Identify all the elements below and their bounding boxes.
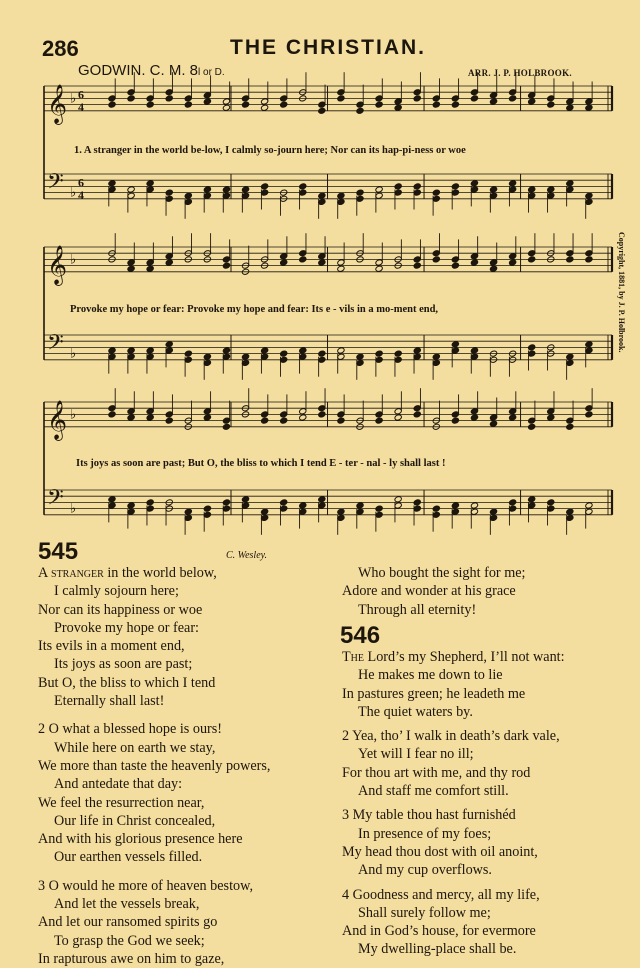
note-head (413, 262, 421, 269)
note-head (356, 502, 364, 509)
bass-clef-icon: 𝄢 (47, 169, 64, 200)
note-head (108, 347, 116, 354)
note-head (509, 414, 517, 421)
note-head (585, 341, 593, 348)
note-head (585, 192, 593, 199)
note-head (528, 423, 536, 430)
note-head (108, 411, 116, 418)
note-head (127, 186, 135, 193)
verse-line: We more than taste the heavenly powers, (38, 757, 271, 774)
note-head (146, 499, 154, 506)
note-head (108, 496, 116, 503)
note-head (299, 183, 307, 190)
verse-line: 2 Yea, tho’ I walk in death’s dark vale, (342, 728, 560, 745)
note-head (356, 189, 364, 196)
note-head (509, 180, 517, 187)
note-head (528, 98, 536, 105)
lyric-line-3: Its joys as soon are past; But O, the bliss to which I tend E - ter - nal - ly shall last ! (76, 458, 446, 469)
note-head (261, 347, 269, 354)
verse-line: 4 Goodness and mercy, all my life, (342, 886, 540, 903)
note-head (203, 98, 211, 105)
note-head (127, 502, 135, 509)
note-head (509, 95, 517, 102)
note-head (146, 347, 154, 354)
note-head (337, 347, 345, 354)
note-head (241, 101, 249, 108)
hymn-545-first-line: A stranger in the world below, (38, 565, 217, 581)
note-head (566, 508, 574, 515)
note-head (318, 107, 326, 114)
note-head (261, 417, 269, 424)
flat-icon: ♭ (70, 185, 77, 201)
treble-clef-icon: 𝄞 (47, 83, 68, 124)
verse-line: My dwelling-place shall be. (358, 941, 517, 958)
note-head (451, 502, 459, 509)
note-head (413, 347, 421, 354)
note-head (241, 353, 249, 360)
note-head (470, 259, 478, 266)
verse-line: For thou art with me, and thy rod (342, 764, 531, 781)
time-signature: 6 (78, 175, 84, 190)
note-head (108, 101, 116, 108)
hymn-545-author: C. Wesley. (226, 550, 268, 561)
note-head (146, 180, 154, 187)
verse-line: I calmly sojourn here; (54, 583, 179, 600)
note-head (489, 98, 497, 105)
note-head (585, 502, 593, 509)
treble-clef-icon: 𝄞 (47, 244, 68, 285)
note-head (566, 256, 574, 263)
note-head (184, 101, 192, 108)
note-head (222, 186, 230, 193)
note-head (261, 104, 269, 111)
note-head (127, 414, 135, 421)
note-head (432, 256, 440, 263)
note-head (165, 95, 173, 102)
time-signature: 4 (78, 99, 84, 114)
note-head (489, 265, 497, 272)
note-head (413, 499, 421, 506)
note-head (337, 265, 345, 272)
note-head (318, 259, 326, 266)
note-head (566, 423, 574, 430)
note-head (356, 107, 364, 114)
note-head (375, 350, 383, 357)
bass-clef-icon: 𝄢 (47, 485, 64, 516)
note-head (375, 186, 383, 193)
verse-line: In rapturous awe on him to gaze, (38, 950, 225, 967)
hymn-546-first-line: The Lord’s my Shepherd, I’ll not want: (342, 649, 565, 665)
verse-line: Nor can its happiness or woe (38, 601, 203, 618)
note-head (432, 353, 440, 360)
note-head (299, 502, 307, 509)
note-head (413, 411, 421, 418)
verse-line: And antedate that day: (54, 776, 183, 793)
note-head (146, 414, 154, 421)
verse-line: Its evils in a moment end, (38, 638, 185, 655)
verse-line: Eternally shall last! (54, 693, 165, 710)
verse-line: Through all eternity! (358, 601, 477, 618)
note-head (184, 192, 192, 199)
copyright-notice: Copyright, 1881, by J. P. Holbrook. (617, 232, 626, 353)
note-head (146, 101, 154, 108)
note-head (165, 189, 173, 196)
note-head (280, 101, 288, 108)
note-head (470, 95, 478, 102)
flat-icon: ♭ (70, 501, 77, 517)
note-head (356, 353, 364, 360)
note-head (108, 180, 116, 187)
hymn-545-text-continued (342, 564, 632, 619)
note-head (585, 104, 593, 111)
note-head (566, 180, 574, 187)
note-head (280, 499, 288, 506)
note-head (585, 411, 593, 418)
note-head (509, 499, 517, 506)
note-head (528, 496, 536, 503)
note-head (165, 417, 173, 424)
time-signature: 6 (78, 87, 84, 102)
note-head (394, 496, 402, 503)
note-head (375, 101, 383, 108)
note-head (337, 192, 345, 199)
verse-line: Provoke my hope or fear: (54, 619, 199, 636)
note-head (184, 508, 192, 515)
flat-icon: ♭ (70, 346, 77, 362)
note-head (337, 417, 345, 424)
verse-line: And with his glorious presence here (38, 831, 243, 848)
note-head (394, 414, 402, 421)
note-head (413, 183, 421, 190)
note-head (261, 508, 269, 515)
note-head (432, 189, 440, 196)
note-head (451, 417, 459, 424)
note-head (547, 499, 555, 506)
verse-line: We feel the resurrection near, (38, 794, 205, 811)
note-head (394, 350, 402, 357)
page-number: 286 (42, 36, 79, 61)
note-head (451, 341, 459, 348)
note-head (127, 347, 135, 354)
verse-line: Our life in Christ concealed, (54, 812, 216, 829)
hymn-546-number: 546 (340, 622, 381, 649)
note-head (470, 347, 478, 354)
note-head (127, 95, 135, 102)
note-head (528, 344, 536, 351)
note-head (547, 414, 555, 421)
note-head (261, 183, 269, 190)
verse-line: Adore and wonder at his grace (342, 583, 516, 600)
arranger-credit: ARR. J. P. HOLBROOK. (468, 68, 572, 78)
tune-meter: C. M. 8 (149, 62, 199, 79)
verse-line: And staff me comfort still. (358, 783, 509, 800)
note-head (127, 265, 135, 272)
tune-meter-suffix: l or D. (198, 67, 225, 78)
note-head (337, 508, 345, 515)
verse-line: And let the vessels break, (54, 896, 200, 913)
note-head (280, 350, 288, 357)
hymn-545-number: 545 (38, 538, 79, 565)
note-head (318, 496, 326, 503)
note-head (394, 183, 402, 190)
verse-line: To grasp the God we seek; (54, 932, 205, 949)
note-head (375, 417, 383, 424)
note-head (299, 347, 307, 354)
verse-line: And my cup overflows. (358, 862, 492, 879)
note-head (222, 262, 230, 269)
note-head (337, 95, 345, 102)
note-head (489, 186, 497, 193)
note-head (280, 259, 288, 266)
note-head (222, 104, 230, 111)
page-title: THE CHRISTIAN. (230, 36, 426, 59)
verse-line: 3 My table thou hast furnishéd (342, 807, 516, 824)
note-head (299, 256, 307, 263)
hymn-545-text (38, 564, 328, 968)
note-head (203, 505, 211, 512)
note-head (585, 256, 593, 263)
verse-line: In pastures green; he leadeth me (342, 685, 526, 702)
note-head (203, 186, 211, 193)
note-head (528, 186, 536, 193)
note-head (318, 192, 326, 199)
verse-line: Its joys as soon are past; (54, 656, 193, 673)
note-head (241, 496, 249, 503)
note-head (165, 259, 173, 266)
note-head (566, 104, 574, 111)
note-head (146, 265, 154, 272)
flat-icon: ♭ (70, 252, 77, 268)
note-head (318, 411, 326, 418)
note-head (165, 341, 173, 348)
note-head (451, 101, 459, 108)
verse-line: My head thou dost with oil anoint, (342, 843, 538, 860)
flat-icon: ♭ (70, 91, 77, 107)
note-head (489, 508, 497, 515)
verse-line: Yet will I fear no ill; (358, 746, 474, 763)
note-head (241, 186, 249, 193)
verse-line: Our earthen vessels filled. (54, 849, 203, 866)
note-head (451, 262, 459, 269)
flat-icon: ♭ (70, 407, 77, 423)
note-head (413, 95, 421, 102)
verse-line: And in God’s house, for evermore (342, 923, 536, 940)
bass-clef-icon: 𝄢 (47, 330, 64, 361)
note-head (547, 186, 555, 193)
hymn-546-text (342, 648, 634, 959)
verse-line: Who bought the sight for me; (358, 565, 526, 581)
note-head (470, 414, 478, 421)
note-head (432, 101, 440, 108)
lyric-line-2: Provoke my hope or fear: Provoke my hope and fear: Its e - vils in a mo-ment end, (70, 304, 439, 315)
verse-line: The quiet waters by. (358, 703, 473, 720)
verse-line: 3 O would he more of heaven bestow, (38, 877, 253, 894)
note-head (375, 505, 383, 512)
verse-line: In presence of my foes; (358, 825, 492, 842)
note-head (184, 350, 192, 357)
note-head (566, 353, 574, 360)
note-head (203, 353, 211, 360)
note-head (509, 259, 517, 266)
tune-name: GODWIN. (78, 62, 146, 79)
note-head (470, 502, 478, 509)
note-head (432, 505, 440, 512)
note-head (528, 256, 536, 263)
lyric-line-1: 1. A stranger in the world be-low, I calmly so-journ here; Nor can its hap-pi-ness or woe (74, 145, 466, 156)
note-head (394, 104, 402, 111)
verse-line: Shall surely follow me; (358, 904, 491, 921)
note-head (203, 414, 211, 421)
verse-line: He makes me down to lie (358, 667, 503, 684)
note-head (318, 350, 326, 357)
verse-line: And let our ransomed spirits go (38, 914, 218, 931)
note-head (470, 180, 478, 187)
treble-clef-icon: 𝄞 (47, 399, 68, 440)
note-head (222, 347, 230, 354)
note-head (299, 414, 307, 421)
time-signature: 4 (78, 187, 84, 202)
verse-line: While here on earth we stay, (54, 739, 216, 756)
note-head (375, 265, 383, 272)
note-head (222, 423, 230, 430)
verse-line: But O, the bliss to which I tend (38, 674, 216, 691)
note-head (451, 183, 459, 190)
verse-line: 2 O what a blessed hope is ours! (38, 721, 223, 738)
note-head (547, 101, 555, 108)
note-head (280, 417, 288, 424)
note-head (222, 499, 230, 506)
note-head (489, 420, 497, 427)
